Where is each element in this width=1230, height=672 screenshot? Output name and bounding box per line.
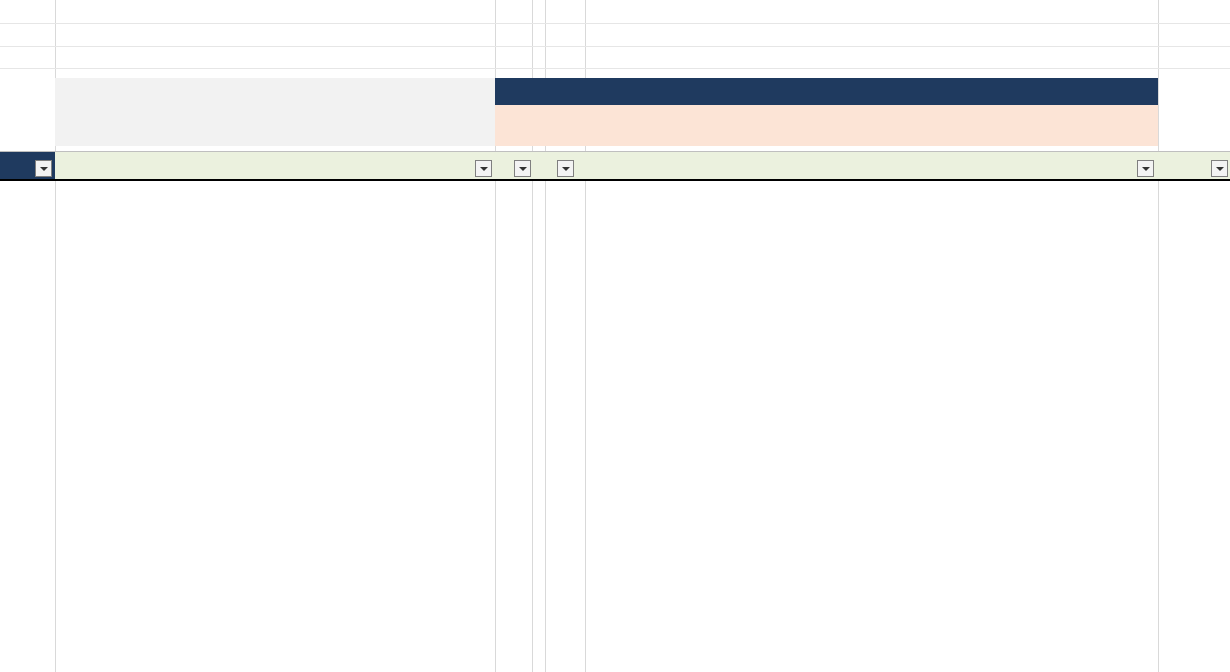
survey-header	[495, 78, 1158, 105]
not-has-label	[545, 105, 575, 146]
info-block-fill	[55, 78, 495, 146]
column-header-row	[0, 151, 1230, 181]
filter-dropdown-button[interactable]	[475, 160, 492, 177]
gridline	[0, 46, 1230, 47]
gridline	[0, 68, 1230, 69]
filter-dropdown-button[interactable]	[1137, 160, 1154, 177]
filter-dropdown-button[interactable]	[557, 160, 574, 177]
filter-dropdown-button[interactable]	[514, 160, 531, 177]
qp-name-header	[585, 105, 1158, 146]
gridline	[0, 23, 1230, 24]
filter-dropdown-button[interactable]	[1211, 160, 1228, 177]
has-label	[495, 105, 532, 146]
filter-dropdown-button[interactable]	[35, 160, 52, 177]
gridline	[1158, 0, 1159, 672]
